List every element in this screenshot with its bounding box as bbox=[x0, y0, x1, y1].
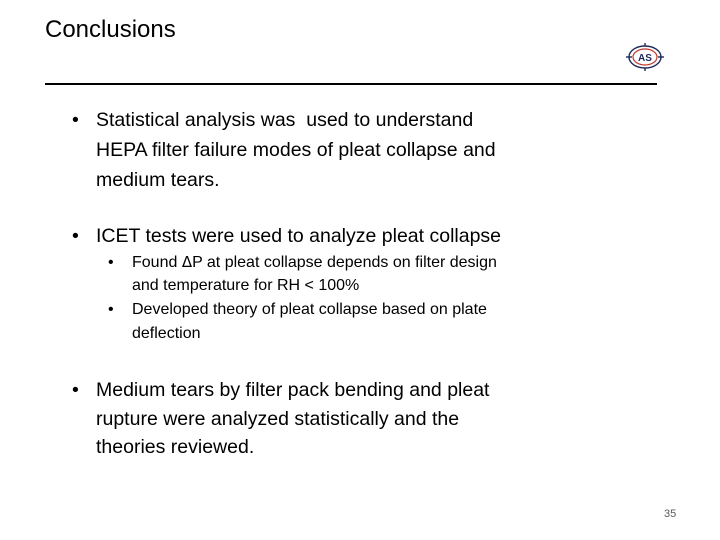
sub-bullet-text-part: Found bbox=[132, 254, 182, 271]
sub-bullet-line bbox=[132, 252, 497, 273]
delta-symbol: Δ bbox=[181, 253, 193, 271]
sub-bullet-line: deflection bbox=[132, 325, 201, 342]
bullet-line: Statistical analysis was used to understand bbox=[96, 109, 474, 131]
bullet-marker: • bbox=[72, 109, 79, 131]
bullet-line: rupture were analyzed statistically and the bbox=[96, 408, 460, 430]
sub-bullet-text-part: P at pleat collapse depends on filter design bbox=[192, 254, 497, 271]
bullet-line: Medium tears by filter pack bending and pleat bbox=[96, 379, 490, 401]
bullet-marker: • bbox=[72, 225, 79, 247]
logo-text: AS bbox=[638, 53, 652, 64]
page-number: 35 bbox=[664, 508, 677, 520]
bullet-line: medium tears. bbox=[96, 169, 220, 191]
bullet-marker: • bbox=[72, 379, 79, 401]
sub-bullet-marker: • bbox=[108, 254, 114, 271]
sub-bullet-line: Developed theory of pleat collapse based on plate bbox=[132, 301, 487, 318]
bullet-line: ICET tests were used to analyze pleat collapse bbox=[96, 225, 502, 247]
bullet-line: HEPA filter failure modes of pleat collapse and bbox=[96, 139, 496, 161]
sub-bullet-marker: • bbox=[108, 301, 114, 318]
as-logo bbox=[624, 42, 666, 72]
title-divider bbox=[45, 83, 657, 85]
slide-title: Conclusions bbox=[45, 16, 176, 43]
sub-bullet-line: and temperature for RH < 100% bbox=[132, 277, 360, 294]
bullet-line: theories reviewed. bbox=[96, 436, 255, 458]
